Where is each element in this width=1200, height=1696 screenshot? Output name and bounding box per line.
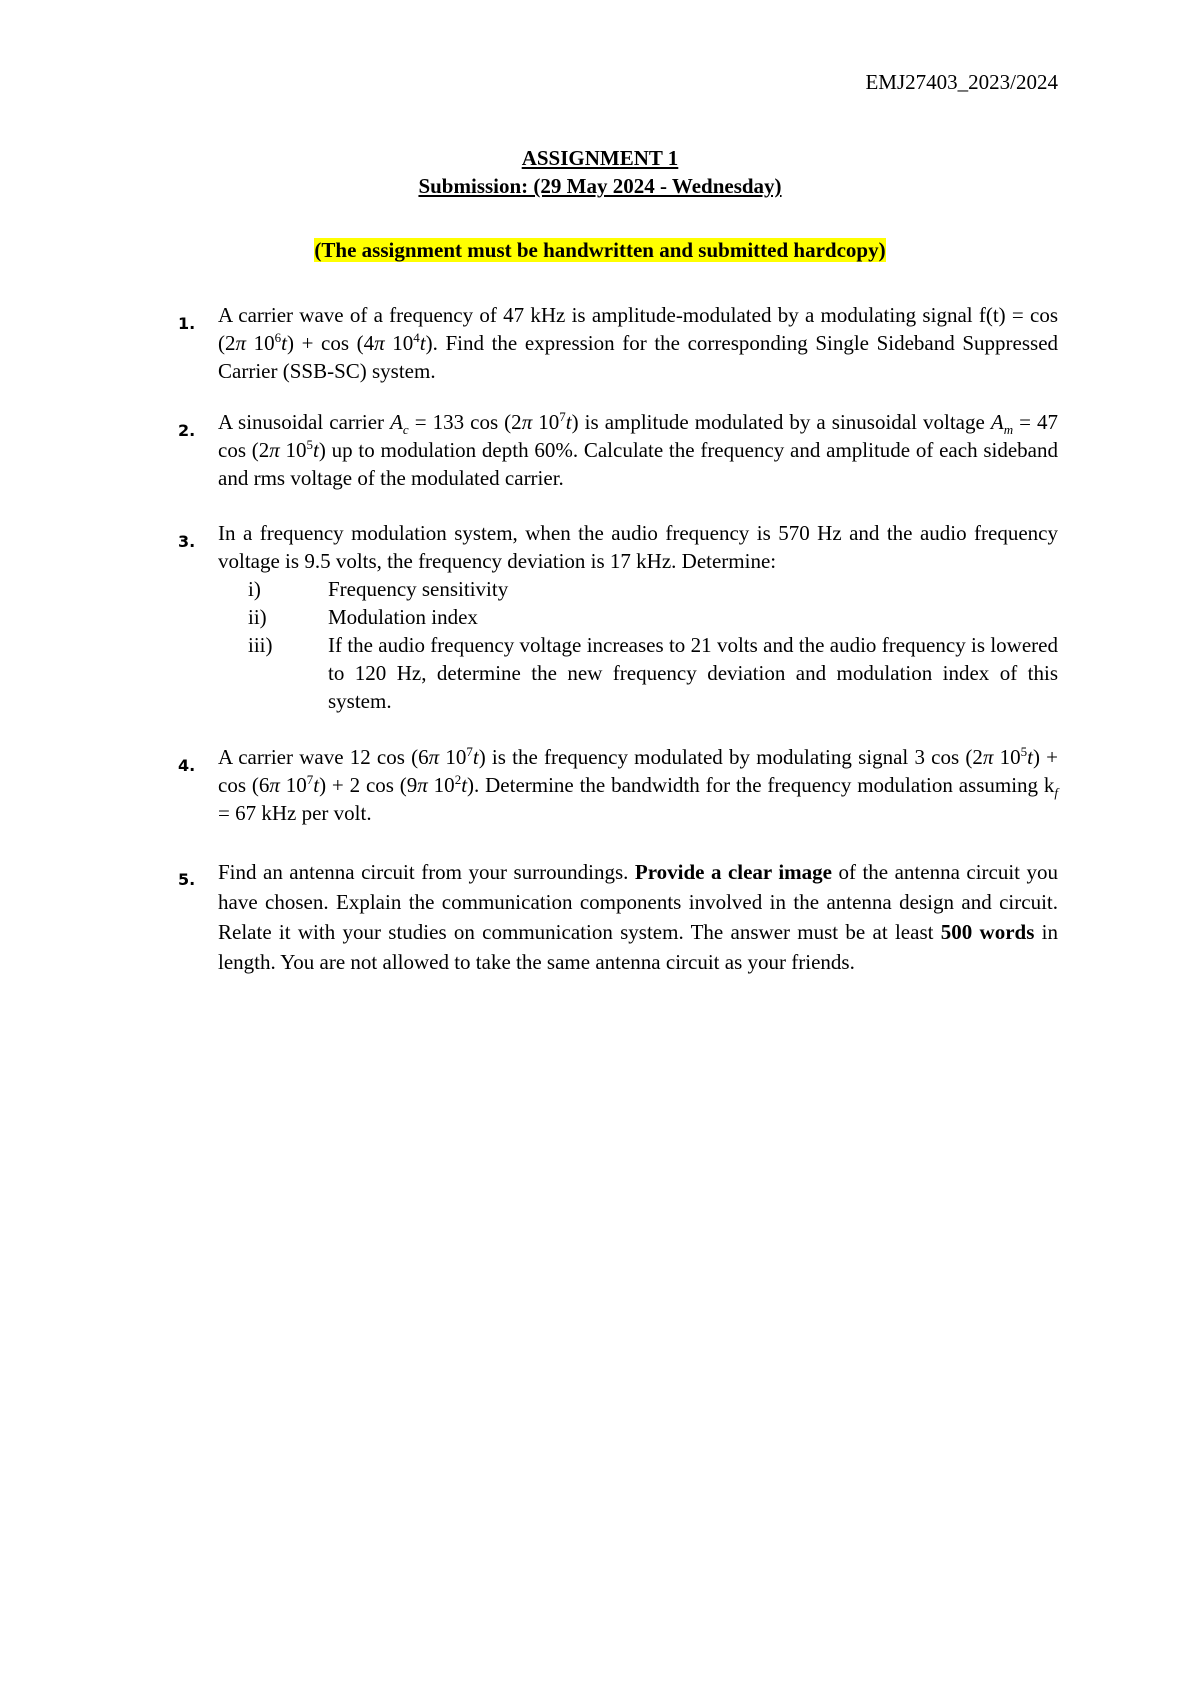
question-3 [218, 519, 1058, 715]
question-3-item-ii: ii) Modulation index [248, 605, 478, 629]
question-3-item-i: i) Frequency sensitivity [248, 577, 509, 601]
course-code: EMJ27403_2023/2024 [865, 70, 1058, 94]
submission-date: Submission: (29 May 2024 - Wednesday) [418, 174, 782, 198]
question-4-number: 4. [178, 756, 196, 775]
question-5-number: 5. [178, 870, 196, 889]
question-1-number: 1. [178, 314, 196, 333]
question-2: A sinusoidal carrier $A_c = 133$ cos (2π $10^7t$) is amplitude modulated by a sinusoidal voltage $A_m = 47$ cos (2π $10^5t$) up to modulation depth 60%. Calculate the frequency and amplitude of each sideband and rms voltage of the modulated carrier. [218, 409, 1059, 490]
question-4: A carrier wave 12 cos (6π $10^7t$) is the frequency modulated by modulating signal 3 cos (2π $10^5t) + \cos (6\pi$ $10^7t) + 2$ cos (9π $10^2t$). Determine the bandwidth for the frequency modulation assuming $k_f = 67$ kHz per volt. [218, 744, 1059, 825]
question-5: Find an antenna circuit from your surroundings. Provide a clear image of the antenna circuit you have chosen. Explain the communication components involved in the antenna design and circuit. Relate it with your studies on communication system. The answer must be at least 500 words in length. You are not allowed to take the same antenna circuit as your friends. [218, 860, 1058, 974]
handwritten-notice [0, 236, 1200, 264]
question-3-text: In a frequency modulation system, when the audio frequency is 570 Hz and the audio frequency voltage is 9.5 volts, the frequency deviation is 17 kHz. Determine: [218, 521, 1058, 573]
title-block [0, 144, 1200, 200]
question-3-item-iii: iii) If the audio frequency voltage increases to 21 volts and the audio frequency is lowered to 120 Hz, determine the new frequency deviation and modulation index of this system. [248, 633, 1058, 713]
question-1: A carrier wave of a frequency of 47 kHz is amplitude-modulated by a modulating signal f(t) = cos (2π $10^6t) + \cos (4\pi$ $10^4t$). Find the expression for the corresponding Single Sideband Suppressed Carrier (SSB-SC) system. [218, 303, 1059, 383]
question-2-number: 2. [178, 421, 196, 440]
question-3-number: 3. [178, 532, 196, 551]
assignment-heading: ASSIGNMENT 1 [521, 146, 679, 170]
notice-highlight: (The assignment must be handwritten and submitted hardcopy) [314, 238, 886, 262]
